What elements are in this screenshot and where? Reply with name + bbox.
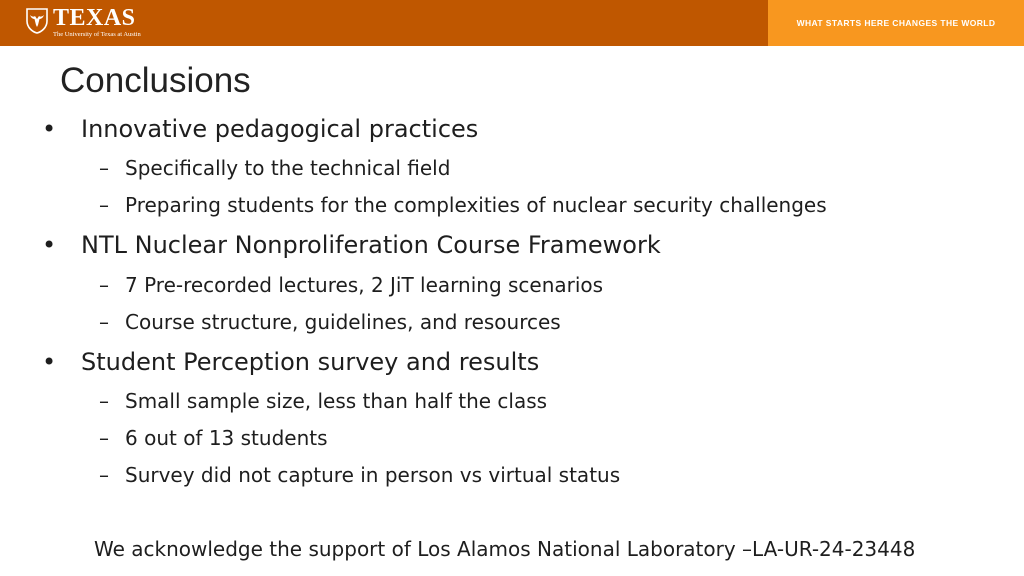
sub-bullet-marker: – [99, 310, 109, 334]
bullet-item: NTL Nuclear Nonproliferation Course Framework [81, 231, 661, 259]
sub-bullet-item: Survey did not capture in person vs virtual status [125, 463, 621, 487]
logo-wordmark: TEXAS [53, 5, 136, 31]
sub-bullet-marker: – [99, 426, 109, 450]
slide-title: Conclusions [60, 61, 251, 100]
sub-bullet-item: 6 out of 13 students [125, 426, 328, 450]
sub-bullet-marker: – [99, 156, 109, 180]
bullet-item: Innovative pedagogical practices [81, 115, 479, 143]
bullet-marker: • [42, 115, 57, 143]
sub-bullet-marker: – [99, 193, 109, 217]
sub-bullet-marker: – [99, 273, 109, 297]
longhorn-shield-icon [26, 8, 48, 34]
bullet-item: Student Perception survey and results [81, 348, 540, 376]
sub-bullet-marker: – [99, 463, 109, 487]
sub-bullet-item: 7 Pre-recorded lectures, 2 JiT learning scenarios [125, 273, 604, 297]
sub-bullet-item: Course structure, guidelines, and resources [125, 310, 561, 334]
sub-bullet-marker: – [99, 389, 109, 413]
bullet-marker: • [42, 231, 57, 259]
sub-bullet-item: Small sample size, less than half the class [125, 389, 548, 413]
logo-subtitle: The University of Texas at Austin [53, 31, 141, 38]
ut-logo [26, 6, 141, 40]
sub-bullet-item: Preparing students for the complexities of nuclear security challenges [125, 193, 827, 217]
bullet-marker: • [42, 348, 57, 376]
sub-bullet-item: Specifically to the technical field [125, 156, 451, 180]
header-tagline: WHAT STARTS HERE CHANGES THE WORLD [796, 18, 996, 28]
acknowledgement-text: We acknowledge the support of Los Alamos National Laboratory –LA-UR-24-23448 [94, 537, 916, 561]
